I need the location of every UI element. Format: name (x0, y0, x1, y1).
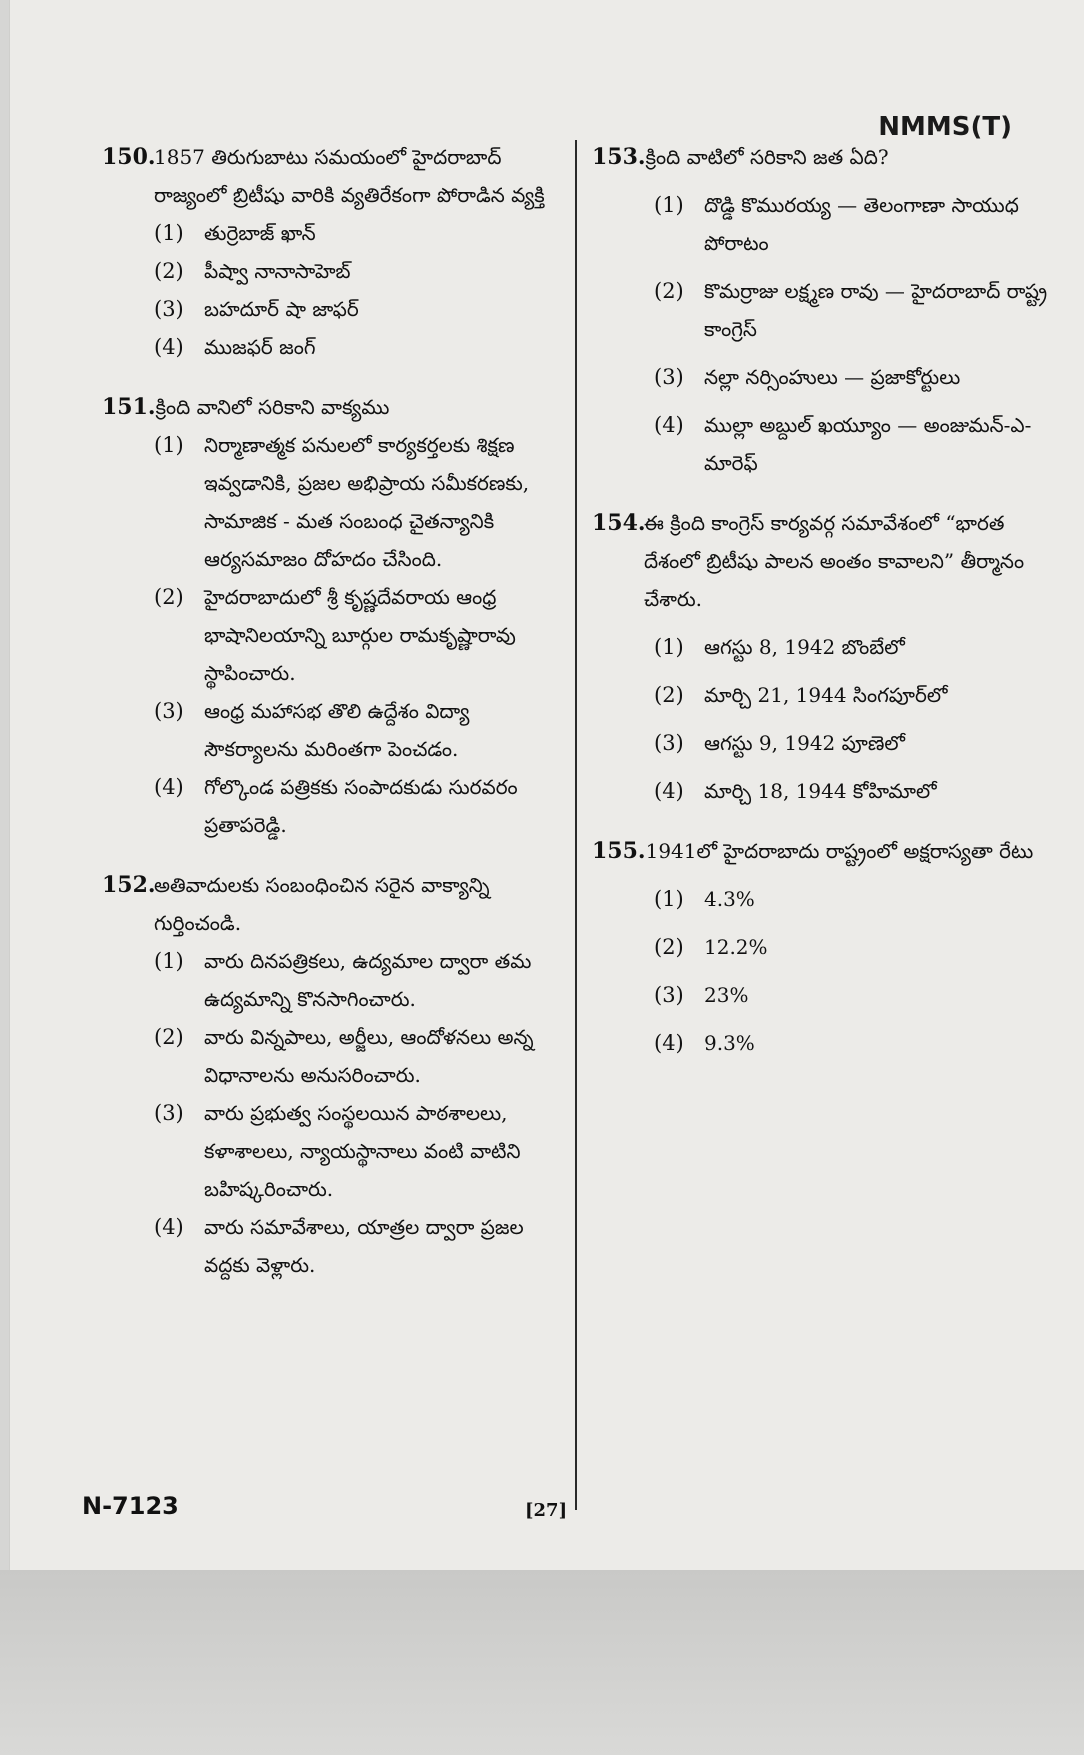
question-text: 1857 తిరుగుబాటు సమయంలో హైదరాబాద్ రాజ్యంలో బ్రిటీషు వారికి వ్యతిరేకంగా పోరాడిన వ్యక్తి (154, 145, 545, 207)
option-number: (2) (154, 585, 184, 609)
option-text: నిర్మాణాత్మక పనులలో కార్యకర్తలకు శిక్షణ ఇవ్వడానికి, ప్రజల అభిప్రాయ సమీకరణకు, సామాజిక - మత సంబంధ చైతన్యానికి ఆర్యసమాజం దోహదం చేసింది. (204, 433, 530, 571)
option-text: 4.3% (704, 887, 755, 911)
option-text: 23% (704, 983, 749, 1007)
option-text: వారు ప్రభుత్వ సంస్థలయిన పాఠశాలలు, కళాశాలలు, న్యాయస్థానాలు వంటి వాటిని బహిష్కరించారు. (204, 1101, 521, 1201)
question-number: 152. (102, 872, 156, 898)
option-text: మార్చి 21, 1944 సింగపూర్‌లో (704, 683, 948, 707)
option-number: (3) (154, 699, 184, 723)
option-text: వారు దినపత్రికలు, ఉద్యమాల ద్వారా తమ ఉద్యమాన్ని కొనసాగించారు. (204, 949, 532, 1011)
column-divider (575, 140, 577, 1510)
option-number: (4) (154, 335, 184, 359)
question-text: ఈ క్రింది కాంగ్రెస్ కార్యవర్గ సమావేశంలో “భారత దేశంలో బ్రిటీషు పాలన అంతం కావాలని” తీర్మానం చేశారు. (644, 511, 1025, 611)
option-text: కొమర్రాజు లక్ష్మణ రావు — హైదరాబాద్ రాష్ట్ర కాంగ్రెస్ (704, 279, 1048, 341)
left-column (102, 138, 557, 1306)
option-text: హైదరాబాదులో శ్రీ కృష్ణదేవరాయ ఆంధ్ర భాషానిలయాన్ని బూర్గుల రామకృష్ణారావు స్థాపించారు. (204, 585, 516, 685)
option-number: (1) (654, 887, 684, 911)
option-text: నల్లా నర్సింహులు — ప్రజాకోర్టులు (704, 365, 961, 389)
option (654, 1024, 1052, 1062)
exam-page (10, 0, 1084, 1570)
option (654, 880, 1052, 918)
option-number: (3) (154, 297, 184, 321)
option-text: వారు విన్నపాలు, అర్జీలు, ఆందోళనలు అన్న విధానాలను అనుసరించారు. (204, 1025, 534, 1087)
question-text: 1941లో హైదరాబాదు రాష్ట్రంలో అక్షరాస్యతా రేటు (645, 839, 1034, 863)
option (154, 290, 557, 328)
option-number: (2) (154, 1025, 184, 1049)
question-151 (102, 388, 557, 844)
option-number: (4) (154, 775, 184, 799)
option (654, 676, 1052, 714)
option (654, 272, 1052, 348)
option (154, 214, 557, 252)
option-text: ముల్లా అబ్దుల్ ఖయ్యూం — అంజుమన్-ఎ-మారెఫ్ (704, 413, 1032, 475)
option (154, 578, 557, 692)
option-text: 9.3% (704, 1031, 755, 1055)
booklet-code: N-7123 (82, 1492, 179, 1520)
question-152 (102, 866, 557, 1284)
option-number: (1) (154, 949, 184, 973)
option-text: ఆంధ్ర మహాసభ తొలి ఉద్దేశం విద్యా సౌకర్యాలను మరింతగా పెంచడం. (204, 699, 470, 761)
option-number: (2) (654, 683, 684, 707)
option-number: (1) (654, 193, 684, 217)
option-text: గోల్కొండ పత్రికకు సంపాదకుడు సురవరం ప్రతాపరెడ్డి. (204, 775, 518, 837)
option-number: (2) (654, 279, 684, 303)
question-number: 155. (592, 838, 646, 864)
option-number: (3) (654, 365, 684, 389)
option (654, 772, 1052, 810)
option (154, 692, 557, 768)
option (154, 328, 557, 366)
option (654, 358, 1052, 396)
option-number: (3) (154, 1101, 184, 1125)
option-number: (1) (154, 433, 184, 457)
option-text: వారు సమావేశాలు, యాత్రల ద్వారా ప్రజల వద్దకు వెళ్లారు. (204, 1215, 524, 1277)
option-number: (3) (654, 983, 684, 1007)
option-text: బహదూర్ షా జాఫర్ (204, 297, 359, 321)
question-number: 154. (592, 510, 646, 536)
question-154 (592, 504, 1052, 810)
option-text: ముజఫర్ జంగ్ (204, 335, 316, 359)
option-number: (1) (654, 635, 684, 659)
option (154, 426, 557, 578)
question-155 (592, 832, 1052, 1062)
question-number: 150. (102, 144, 156, 170)
option (154, 1208, 557, 1284)
option (154, 942, 557, 1018)
option-text: ఆగస్టు 9, 1942 పూణెలో (704, 731, 905, 755)
paper-code: NMMS(T) (878, 112, 1012, 142)
page-number: [27] (525, 1500, 568, 1521)
option (654, 976, 1052, 1014)
question-150 (102, 138, 557, 366)
question-number: 153. (592, 144, 646, 170)
option (654, 928, 1052, 966)
option-number: (4) (154, 1215, 184, 1239)
option-text: 12.2% (704, 935, 768, 959)
question-text: అతివాదులకు సంబంధించిన సరైన వాక్యాన్ని గుర్తించండి. (154, 873, 490, 935)
option (654, 186, 1052, 262)
question-number: 151. (102, 394, 156, 420)
option (154, 768, 557, 844)
option-number: (4) (654, 1031, 684, 1055)
option-text: తుర్రెబాజ్ ఖాన్ (204, 221, 316, 245)
option (154, 252, 557, 290)
option (654, 628, 1052, 666)
option-number: (2) (154, 259, 184, 283)
option-text: దొడ్డి కొమురయ్య — తెలంగాణా సాయుధ పోరాటం (704, 193, 1019, 255)
option (154, 1094, 557, 1208)
question-text: క్రింది వానిలో సరికాని వాక్యము (155, 395, 390, 419)
question-153 (592, 138, 1052, 482)
option-number: (1) (154, 221, 184, 245)
option-number: (2) (654, 935, 684, 959)
option-number: (3) (654, 731, 684, 755)
option-number: (4) (654, 413, 684, 437)
option (654, 724, 1052, 762)
question-text: క్రింది వాటిలో సరికాని జత ఏది? (645, 145, 889, 169)
scan-margin (0, 1570, 1084, 1755)
option (154, 1018, 557, 1094)
option-number: (4) (654, 779, 684, 803)
option-text: పీష్వా నానాసాహెబ్ (204, 259, 351, 283)
option-text: మార్చి 18, 1944 కోహిమాలో (704, 779, 937, 803)
right-column (592, 138, 1052, 1084)
option-text: ఆగస్టు 8, 1942 బొంబేలో (704, 635, 905, 659)
option (654, 406, 1052, 482)
